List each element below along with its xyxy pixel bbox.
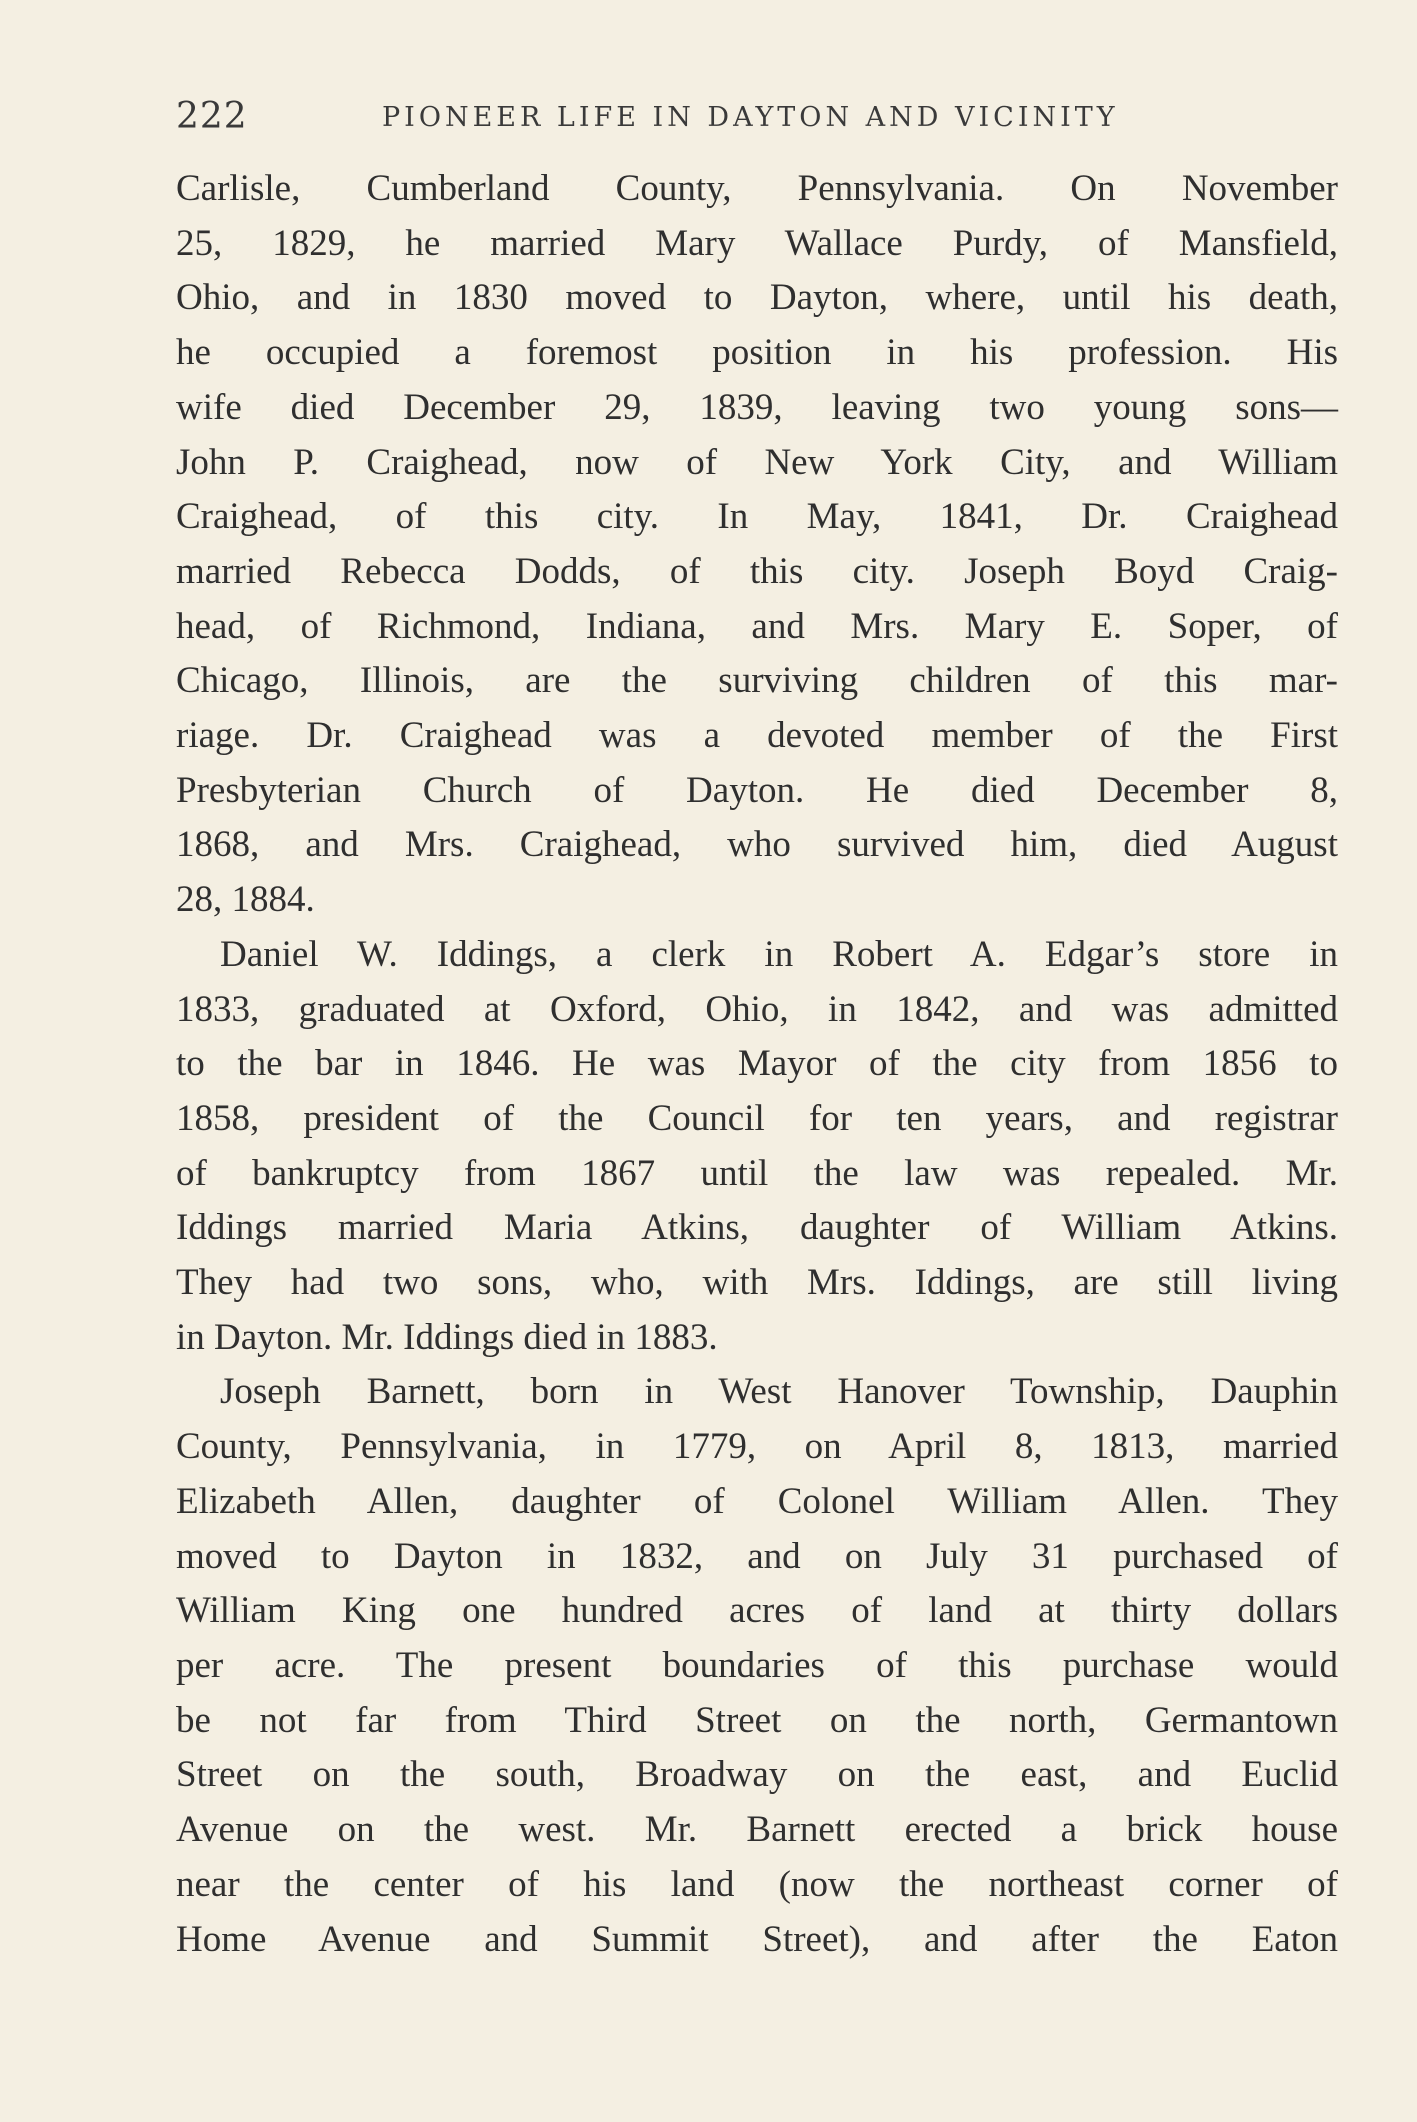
text-line: Carlisle, Cumberland County, Pennsylvania. On November xyxy=(176,168,1338,209)
text-line: in Dayton. Mr. Iddings died in 1883. xyxy=(176,1316,718,1358)
text-line: head, of Richmond, Indiana, and Mrs. Mary E. Soper, of xyxy=(176,605,1338,647)
page-number: 222 xyxy=(176,96,248,137)
text-line: Joseph Barnett, born in West Hanover Township, Dauphin xyxy=(220,1371,1338,1413)
paragraph-barnett xyxy=(176,1365,1338,1967)
text-line: John P. Craighead, now of New York City, and William xyxy=(176,441,1338,483)
text-line: Presbyterian Church of Dayton. He died December 8, xyxy=(176,769,1338,811)
text-line: They had two sons, who, with Mrs. Iddings, are still living xyxy=(176,1262,1338,1304)
text-line: per acre. The present boundaries of this purchase would xyxy=(176,1644,1338,1686)
text-line: riage. Dr. Craighead was a devoted member of the First xyxy=(176,715,1338,757)
text-line: County, Pennsylvania, in 1779, on April 8, 1813, married xyxy=(176,1426,1338,1468)
text-line: William King one hundred acres of land at thirty dollars xyxy=(176,1590,1338,1632)
body-text xyxy=(176,162,1338,1967)
text-line: moved to Dayton in 1832, and on July 31 purchased of xyxy=(176,1535,1338,1577)
text-line: Daniel W. Iddings, a clerk in Robert A. Edgar’s store in xyxy=(220,933,1338,975)
text-line: of bankruptcy from 1867 until the law was repealed. Mr. xyxy=(176,1152,1338,1194)
text-line: married Rebecca Dodds, of this city. Joseph Boyd Craig- xyxy=(176,550,1338,592)
text-line: 28, 1884. xyxy=(176,879,315,921)
text-line: he occupied a foremost position in his profession. His xyxy=(176,332,1338,374)
text-line: 1868, and Mrs. Craighead, who survived him, died August xyxy=(176,824,1338,866)
page-header xyxy=(176,96,1338,146)
text-line: Chicago, Illinois, are the surviving children of this mar- xyxy=(176,660,1338,702)
text-line: Craighead, of this city. In May, 1841, Dr. Craighead xyxy=(176,496,1338,538)
text-line: wife died December 29, 1839, leaving two young sons— xyxy=(176,386,1338,428)
text-line: Iddings married Maria Atkins, daughter of William Atkins. xyxy=(176,1207,1338,1249)
paragraph-craighead xyxy=(176,162,1338,928)
text-line: to the bar in 1846. He was Mayor of the city from 1856 to xyxy=(176,1043,1338,1085)
text-line: Avenue on the west. Mr. Barnett erected a brick house xyxy=(176,1809,1338,1851)
text-line: 1858, president of the Council for ten years, and registrar xyxy=(176,1097,1338,1139)
text-line: Elizabeth Allen, daughter of Colonel William Allen. They xyxy=(176,1480,1338,1522)
text-line: Street on the south, Broadway on the east, and Euclid xyxy=(176,1754,1338,1796)
text-line: 25, 1829, he married Mary Wallace Purdy, of Mansfield, xyxy=(176,222,1338,264)
text-line: near the center of his land (now the northeast corner of xyxy=(176,1863,1338,1905)
text-line: 1833, graduated at Oxford, Ohio, in 1842, and was admitted xyxy=(176,988,1338,1030)
paragraph-iddings xyxy=(176,928,1338,1366)
running-head: PIONEER LIFE IN DAYTON AND VICINITY xyxy=(382,102,1119,133)
text-line: Ohio, and in 1830 moved to Dayton, where, until his death, xyxy=(176,277,1338,319)
text-line: be not far from Third Street on the north, Germantown xyxy=(176,1699,1338,1741)
text-line: Home Avenue and Summit Street), and after the Eaton xyxy=(176,1918,1338,1960)
